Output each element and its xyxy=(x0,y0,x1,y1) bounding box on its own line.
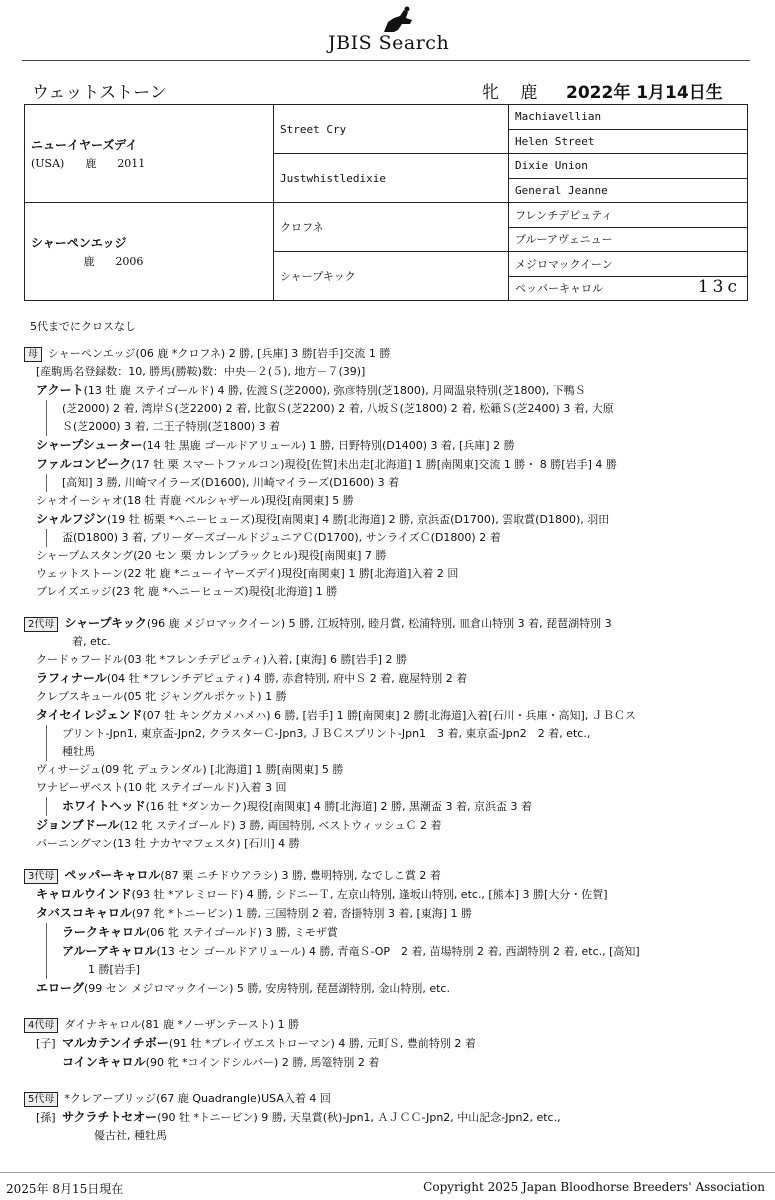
grandchild-label: [孫] xyxy=(36,1111,56,1124)
progeny-record: (07 牡 キングカメハメハ) 6 勝, [岩手] 1 勝[南関東] 2 勝[北海道]入着[石川・兵庫・高知], ＪＢＣス xyxy=(142,709,636,722)
progeny-name[interactable]: ジョンブドール xyxy=(36,818,120,832)
progeny-record: シャープムスタング(20 セン 栗 カレンブラックヒル)現役[南関東] 7 勝 xyxy=(36,549,387,562)
progeny-name[interactable]: エローグ xyxy=(36,981,85,995)
sire-year: 2011 xyxy=(117,157,146,170)
third-dam-label: 3代母 xyxy=(24,869,58,884)
progeny-record: クレプスキュール(05 牝 ジャングルポケット) 1 勝 xyxy=(36,690,287,703)
ds-sire-name[interactable]: フレンチデピュティ xyxy=(509,203,748,228)
sire-cell xyxy=(25,105,274,203)
dd-sire-name[interactable]: メジロマックイーン xyxy=(509,252,748,277)
dam-line2: [産駒馬名登録数：10, 勝馬(勝鞍)数：中央－２(５), 地方－７(39)] xyxy=(36,365,366,378)
progeny-record: シャオイーシャオ(18 牡 青鹿 ベルシャザール)現役[南関東] 5 勝 xyxy=(36,494,354,507)
progeny-name[interactable]: シャープシューター xyxy=(36,438,143,452)
progeny-name[interactable]: キャロルウインド xyxy=(36,887,132,901)
sire-origin: (USA) xyxy=(31,157,65,170)
sd-dam-name[interactable]: General Jeanne xyxy=(509,178,748,203)
second-dam-name[interactable]: シャープキック xyxy=(64,616,147,630)
ss-dam-name[interactable]: Helen Street xyxy=(509,129,748,154)
jbis-logo[interactable] xyxy=(328,6,468,54)
fifth-dam-section xyxy=(24,1090,754,1145)
horse-sex-color: 牝 鹿 xyxy=(482,83,546,103)
progeny-record: (93 牡 *アレミロード) 4 勝, シドニーＴ, 左京山特別, 逢坂山特別, etc., [熊本] 3 勝[大分・佐賀] xyxy=(131,888,608,901)
grandchild-record-cont: 優古社, 種牡馬 xyxy=(94,1129,167,1142)
footer-copyright: Copyright 2025 Japan Bloodhorse Breeders' Association xyxy=(423,1180,765,1194)
fifth-dam-record: *クレアーブリッジ(67 鹿 Quadrangle)USA入着 4 回 xyxy=(64,1092,331,1105)
progeny-record: (99 セン メジロマックイーン) 5 勝, 安房特別, 琵琶湖特別, 金山特別, etc. xyxy=(84,982,450,995)
progeny-record: (13 牡 鹿 ステイゴールド) 4 勝, 佐渡Ｓ(芝2000), 弥彦特別(芝1800), 月岡温泉特別(芝1800), 下鴨Ｓ xyxy=(83,384,586,397)
progeny-record: ヴィサージュ(09 牝 デュランダル) [北海道] 1 勝[南関東] 5 勝 xyxy=(36,763,344,776)
sire-color: 鹿 xyxy=(85,157,97,170)
third-dam-record: (87 栗 ニチドウアラシ) 3 勝, 豊明特別, なでしこ賞 2 着 xyxy=(160,869,441,882)
child-label: [子] xyxy=(36,1037,56,1050)
dam-dam-name[interactable]: シャープキック xyxy=(274,252,509,301)
progeny-record: ワナビーザベスト(10 牝 ステイゴールド)入着 3 回 xyxy=(36,781,287,794)
footer-rule xyxy=(0,1172,775,1173)
progeny-record-cont: プリント-Jpn1, 東京盃-Jpn2, クラスターＣ-Jpn3, ＪＢＣスプリント-Jpn1 3 着, 東京盃-Jpn2 2 着, etc., xyxy=(62,727,591,740)
dam-label: 母 xyxy=(24,347,42,362)
progeny-record: ウェットストーン(22 牝 鹿 *ニューイヤーズデイ)現役[南関東] 1 勝[北海道]入着 2 回 xyxy=(36,567,459,580)
third-dam-name[interactable]: ペッパーキャロル xyxy=(64,868,161,882)
progeny-name[interactable]: タイセイレジェンド xyxy=(36,708,143,722)
progeny-record: クードゥフードル(03 牝 *フレンチデピュティ)入着, [東海] 6 勝[岩手] 2 勝 xyxy=(36,653,408,666)
sd-sire-name[interactable]: Dixie Union xyxy=(509,154,748,179)
horse-name: ウェットストーン xyxy=(32,83,167,103)
sire-sire-name[interactable]: Street Cry xyxy=(274,105,509,154)
progeny-name[interactable]: ラフィナール xyxy=(36,671,107,685)
progeny-record-cont: Ｓ(芝2000) 3 着, 二王子特別(芝1800) 3 着 xyxy=(62,420,281,433)
grandchild-name[interactable]: サクラチトセオー xyxy=(62,1110,158,1124)
progeny-record: (14 牡 黒鹿 ゴールドアリュール) 1 勝, 日野特別(D1400) 3 着, [兵庫] 2 勝 xyxy=(142,439,515,452)
dd-dam-name[interactable]: ペッパーキャロル xyxy=(515,282,603,296)
progeny-record: (19 牡 栃栗 *ヘニーヒューズ)現役[南関東] 4 勝[北海道] 2 勝, 京浜盃(D1700), 雲取賞(D1800), 羽田 xyxy=(106,513,610,526)
child-record: (90 牝 *コインドシルバー) 2 勝, 馬篭特別 2 着 xyxy=(145,1056,380,1069)
progeny-record-cont: 1 勝[岩手] xyxy=(88,963,141,976)
dam-name[interactable]: シャーペンエッジ xyxy=(31,236,127,250)
child-name[interactable]: コインキャロル xyxy=(62,1055,146,1069)
progeny-record: (17 牡 栗 スマートファルコン)現役[佐賀]未出走[北海道] 1 勝[南関東]交流 1 勝・ 8 勝[岩手] 4 勝 xyxy=(131,458,617,471)
dam-sire-name[interactable]: クロフネ xyxy=(274,203,509,252)
fifth-dam-label: 5代母 xyxy=(24,1092,58,1107)
dd-dam-cell xyxy=(509,276,748,301)
logo-text: JBIS Search xyxy=(328,32,450,54)
horse-birth-date: 2022年 1月14日生 xyxy=(566,83,723,103)
fourth-dam-label: 4代母 xyxy=(24,1018,58,1033)
grandchild-name[interactable]: ホワイトヘッド xyxy=(62,799,146,813)
progeny-record-cont: [高知] 3 勝, 川崎マイラーズ(D1600), 川崎マイラーズ(D1600) 3 着 xyxy=(62,476,400,489)
dam-section xyxy=(24,345,754,601)
progeny-record-cont: 種牡馬 xyxy=(62,745,95,758)
progeny-record: ブレイズエッジ(23 牝 鹿 *ヘニーヒューズ)現役[北海道] 1 勝 xyxy=(36,585,338,598)
footer-date: 2025年 8月15日現在 xyxy=(6,1182,124,1196)
sire-dam-name[interactable]: Justwhistledixie xyxy=(274,154,509,203)
second-dam-section xyxy=(24,614,754,853)
second-dam-record-cont: 着, etc. xyxy=(72,635,111,648)
grandchild-name[interactable]: ラークキャロル xyxy=(62,925,147,939)
dam-line1: シャーペンエッジ(06 鹿 *クロフネ) 2 勝, [兵庫] 3 勝[岩手]交流 1 勝 xyxy=(48,347,391,360)
fourth-dam-record: ダイナキャロル(81 鹿 *ノーザンテースト) 1 勝 xyxy=(64,1018,300,1031)
progeny-name[interactable]: アクート xyxy=(36,383,84,397)
pedigree-table xyxy=(24,104,748,301)
progeny-record: (16 牡 *ダンカーク)現役[南関東] 4 勝[北海道] 2 勝, 黒潮盃 3 着, 京浜盃 3 着 xyxy=(145,800,532,813)
progeny-record-cont: 盃(D1800) 3 着, ブリーダーズゴールドジュニアＣ(D1700), サンライズＣ(D1800) 2 着 xyxy=(62,531,501,544)
progeny-name[interactable]: ファルコンビーク xyxy=(36,457,132,471)
grandchild-name[interactable]: アルーアキャロル xyxy=(62,944,157,958)
progeny-record: (13 セン ゴールドアリュール) 4 勝, 青竜Ｓ-OP 2 着, 苗場特別 2 着, 西湖特別 2 着, etc., [高知] xyxy=(156,945,640,958)
child-record: (91 牡 *ブレイヴエストローマン) 4 勝, 元町Ｓ, 豊前特別 2 着 xyxy=(168,1037,476,1050)
fourth-dam-section xyxy=(24,1016,754,1072)
sire-name[interactable]: ニューイヤーズデイ xyxy=(31,138,138,152)
progeny-name[interactable]: シャルフジン xyxy=(36,512,107,526)
cross-note: 5代までにクロスなし xyxy=(30,320,136,333)
cross-code: 13c xyxy=(697,276,741,297)
progeny-record: (12 牝 ステイゴールド) 3 勝, 両国特別, ベストウィッシュＣ 2 着 xyxy=(119,819,442,832)
second-dam-label: 2代母 xyxy=(24,617,58,632)
header-rule xyxy=(22,60,750,61)
ds-dam-name[interactable]: ブルーアヴェニュー xyxy=(509,227,748,252)
progeny-record: (97 牝 *トニービン) 1 勝, 三国特別 2 着, 沓掛特別 3 着, [東海] 1 勝 xyxy=(131,907,473,920)
third-dam-section xyxy=(24,866,754,998)
progeny-record: (04 牡 *フレンチデピュティ) 4 勝, 赤倉特別, 府中Ｓ 2 着, 鹿屋特別 2 着 xyxy=(106,672,468,685)
dam-color: 鹿 xyxy=(83,255,95,268)
dam-year: 2006 xyxy=(115,255,144,268)
ss-sire-name[interactable]: Machiavellian xyxy=(509,105,748,130)
grandchild-record: (90 牡 *トニービン) 9 勝, 天皇賞(秋)-Jpn1, ＡＪＣＣ-Jpn2, 中山記念-Jpn2, etc., xyxy=(157,1111,561,1124)
child-name[interactable]: マルカテンイチボー xyxy=(62,1036,169,1050)
progeny-name[interactable]: タバスコキャロル xyxy=(36,906,132,920)
second-dam-record: (96 鹿 メジロマックイーン) 5 勝, 江坂特別, 睦月賞, 松浦特別, 皿倉山特別 3 着, 琵琶湖特別 3 xyxy=(146,617,612,630)
dam-cell xyxy=(25,203,274,301)
progeny-record-cont: (芝2000) 2 着, 湾岸Ｓ(芝2200) 2 着, 比叡Ｓ(芝2200) 2 着, 八坂Ｓ(芝1800) 2 着, 松籟Ｓ(芝2400) 3 着, 大原 xyxy=(62,402,614,415)
progeny-record: (06 牝 ステイゴールド) 3 勝, ミモザ賞 xyxy=(146,926,338,939)
progeny-record: バーニングマン(13 牡 ナカヤマフェスタ) [石川] 4 勝 xyxy=(36,837,300,850)
